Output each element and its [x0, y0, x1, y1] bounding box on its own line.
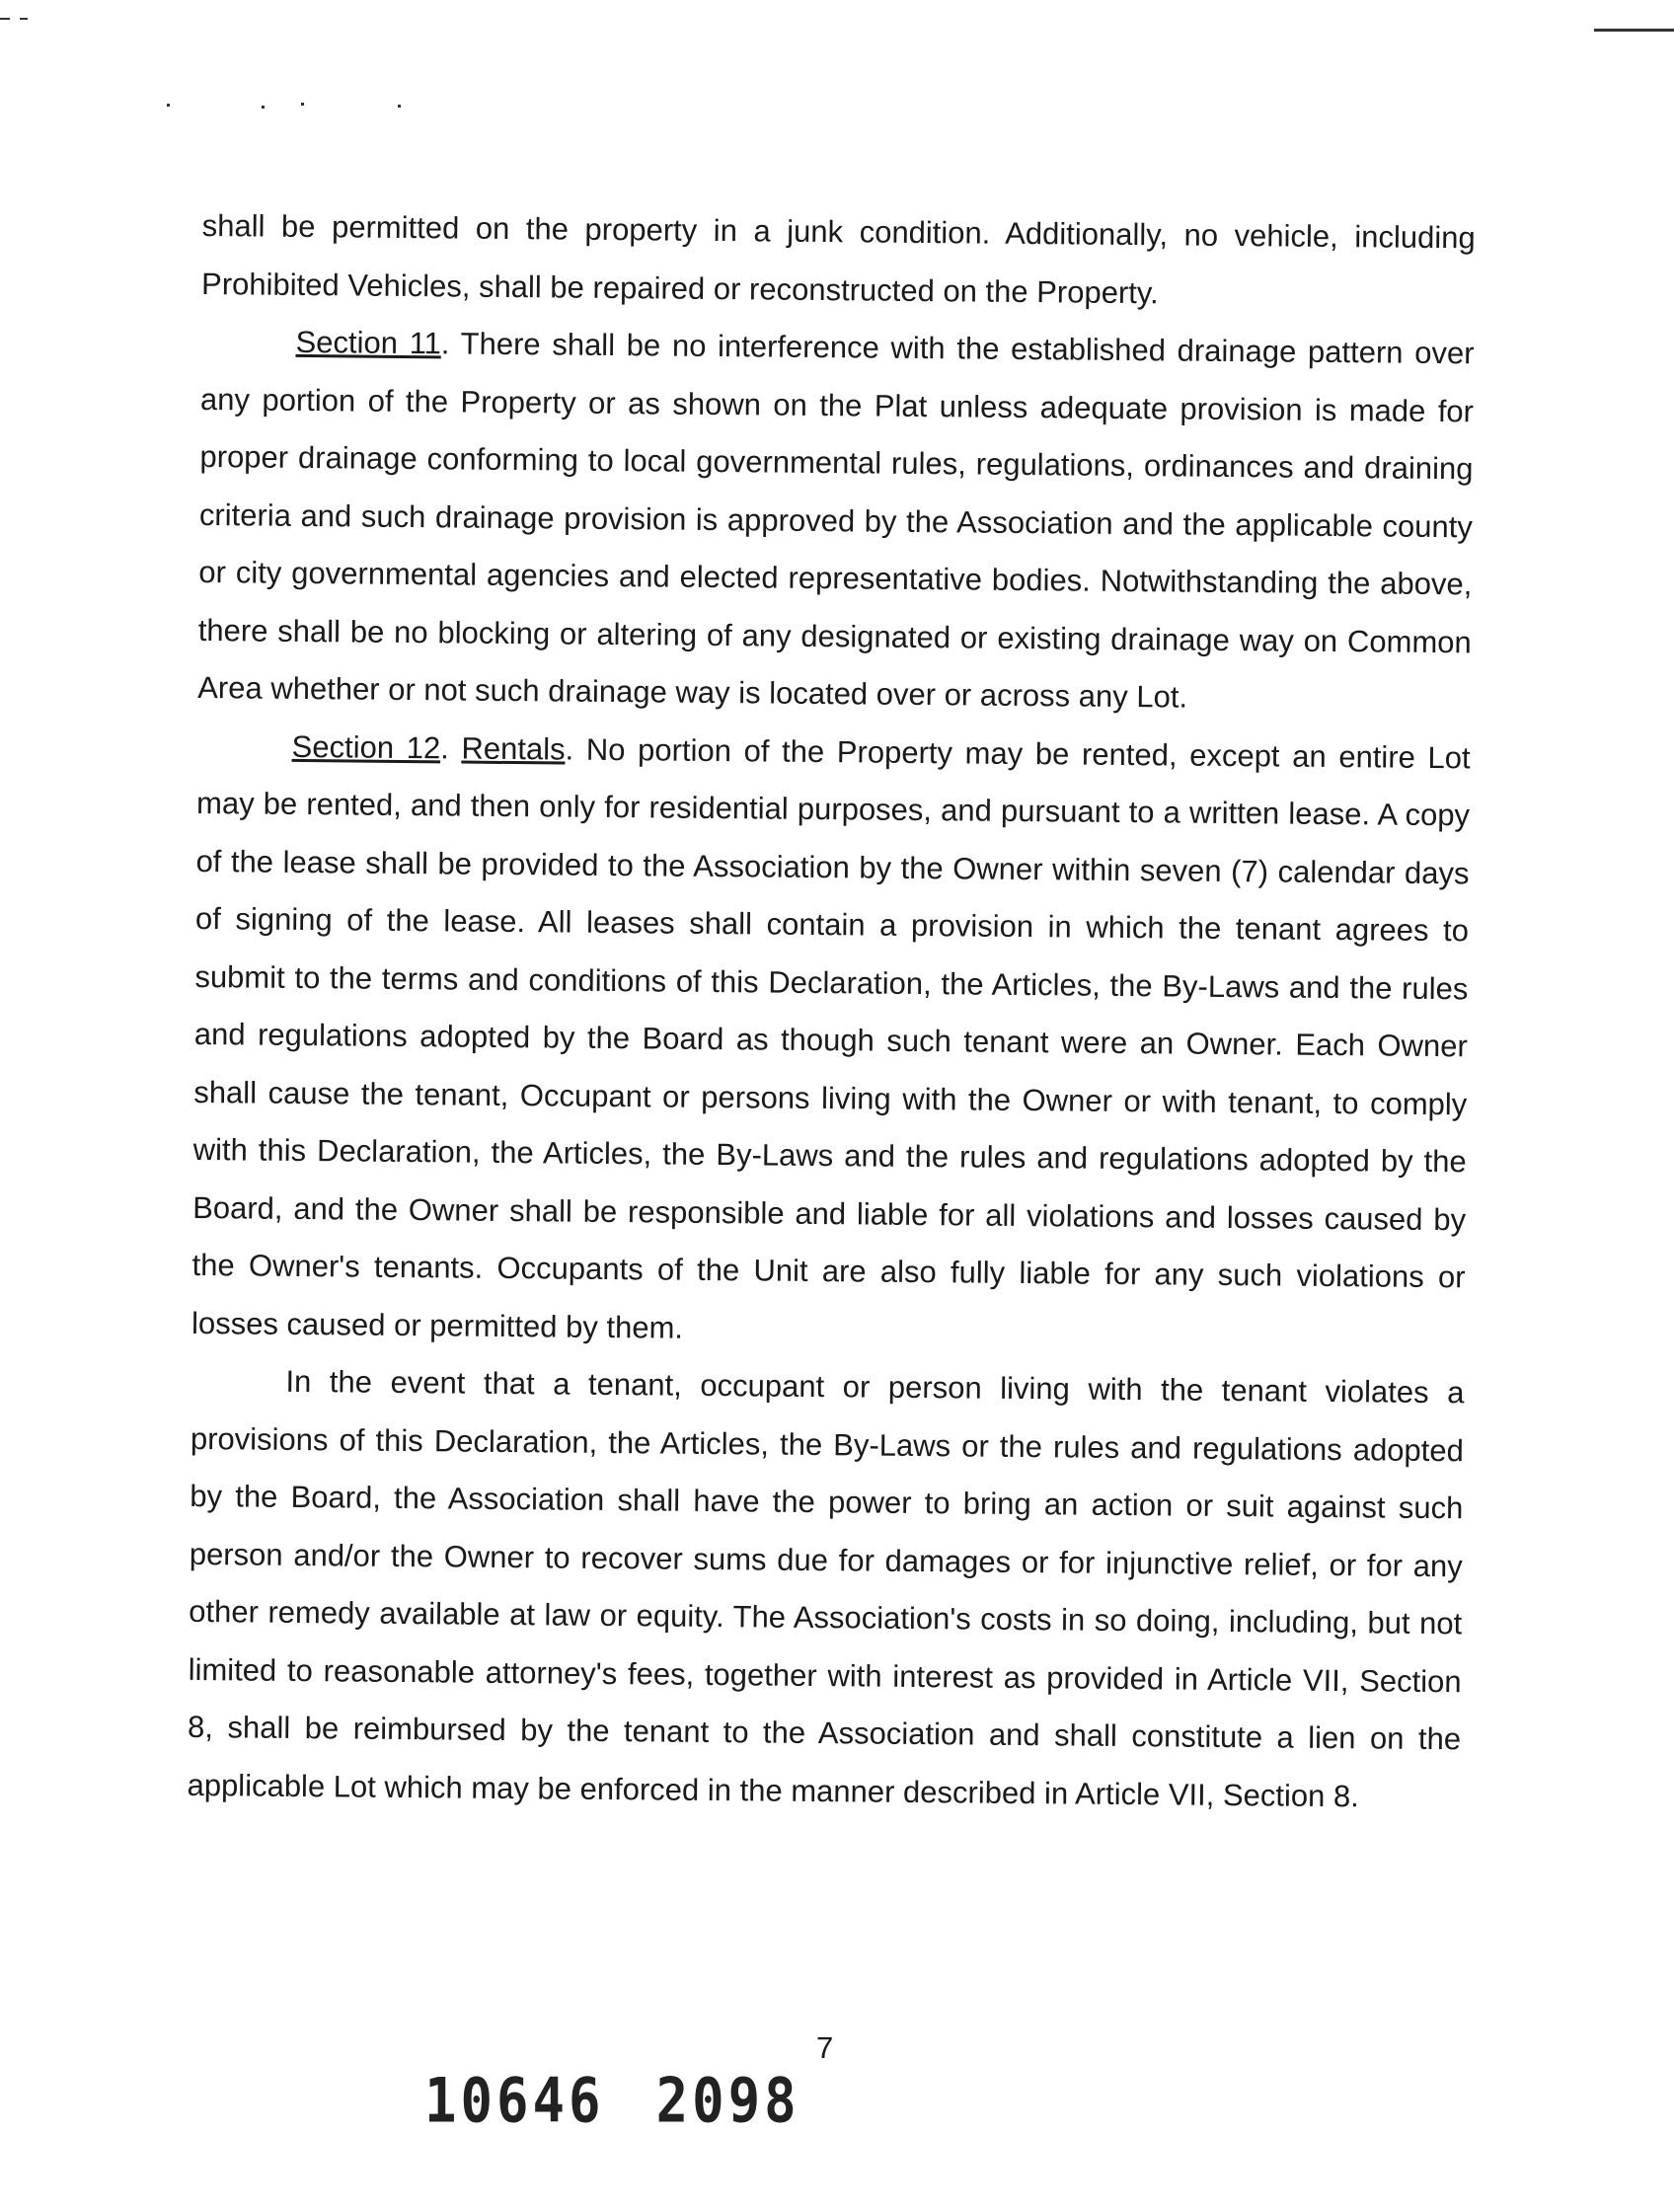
paragraph-section-12 — [191, 717, 1471, 1364]
section-11-text: . There shall be no interference with the established drainage pattern over any portion of the Property or as shown on the Plat unless adequate provision is made for proper drainage conforming to local governmental rules, regulations, ordinances and draining criteria and such drainage provision is approved by the Association and the applicable county or city governmental agencies and elected representative bodies. Notwithstanding the above, there shall be no blocking or altering of any designated or existing drainage way on Common Area whether or not such drainage way is located over or across any Lot. — [197, 326, 1475, 715]
scan-mark-top-left — [0, 18, 10, 20]
scan-dot-1 — [167, 104, 170, 107]
scan-dot-4 — [398, 105, 401, 108]
paragraph-text: shall be permitted on the property in a junk condition. Additionally, no vehicle, including Prohibited Vehicles, shall be repaired or reconstructed on the Property. — [200, 207, 1476, 310]
document-body — [187, 197, 1476, 1826]
section-12-title: Rentals — [461, 730, 566, 767]
page-number: 7 — [816, 2030, 834, 2065]
scan-dot-3 — [301, 103, 304, 106]
paragraph-section-11 — [197, 313, 1475, 729]
scan-mark-top-right — [1594, 29, 1674, 32]
stamp-page-number: 2098 — [655, 2065, 800, 2137]
scan-dot-2 — [262, 106, 265, 109]
section-12-heading: Section 12 — [291, 728, 441, 765]
stamp-book-number: 10646 — [424, 2065, 605, 2137]
section-11-heading: Section 11 — [295, 324, 442, 361]
recording-stamp — [424, 2065, 800, 2136]
scan-mark-top-left-2 — [20, 18, 28, 20]
paragraph-text: In the event that a tenant, occupant or person living with the tenant violates a provisions of this Declaration, the Articles, the By-Laws or the rules and regulations adopted by the Board, the Association shall have the power to bring an action or suit against such person and/or the Owner to recover sums due for damages or for injunctive relief, or for any other remedy available at law or equity. The Association's costs in so doing, including, but not limited to reasonable attorney's fees, together with interest as provided in Article VII, Section 8, shall be reimbursed by the tenant to the Association and shall constitute a lien on the applicable Lot which may be enforced in the manner described in Article VII, Section 8. — [187, 1363, 1465, 1813]
paragraph-junk-condition — [201, 197, 1476, 325]
paragraph-enforcement — [187, 1352, 1464, 1826]
section-12-text: . No portion of the Property may be rented, except an entire Lot may be rented, and then only for residential purposes, and pursuant to a written lease. A copy of the lease shall be provided to the Association by the Owner within seven (7) calendar days of signing of the lease. All leases shall contain a provision in which the tenant agrees to submit to the terms and conditions of this Declaration, the Articles, the By-Laws and the rules and regulations adopted by the Board as though such tenant were an Owner. Each Owner shall cause the tenant, Occupant or persons living with the Owner or with tenant, to comply with this Declaration, the Articles, the By-Laws and the rules and regulations adopted by the Board, and the Owner shall be responsible and liable for all violations and losses caused by the Owner's tenants. Occupants of the Unit are also fully liable for any such violations or losses caused or permitted by them. — [190, 731, 1471, 1345]
section-12-separator: . — [440, 729, 462, 766]
